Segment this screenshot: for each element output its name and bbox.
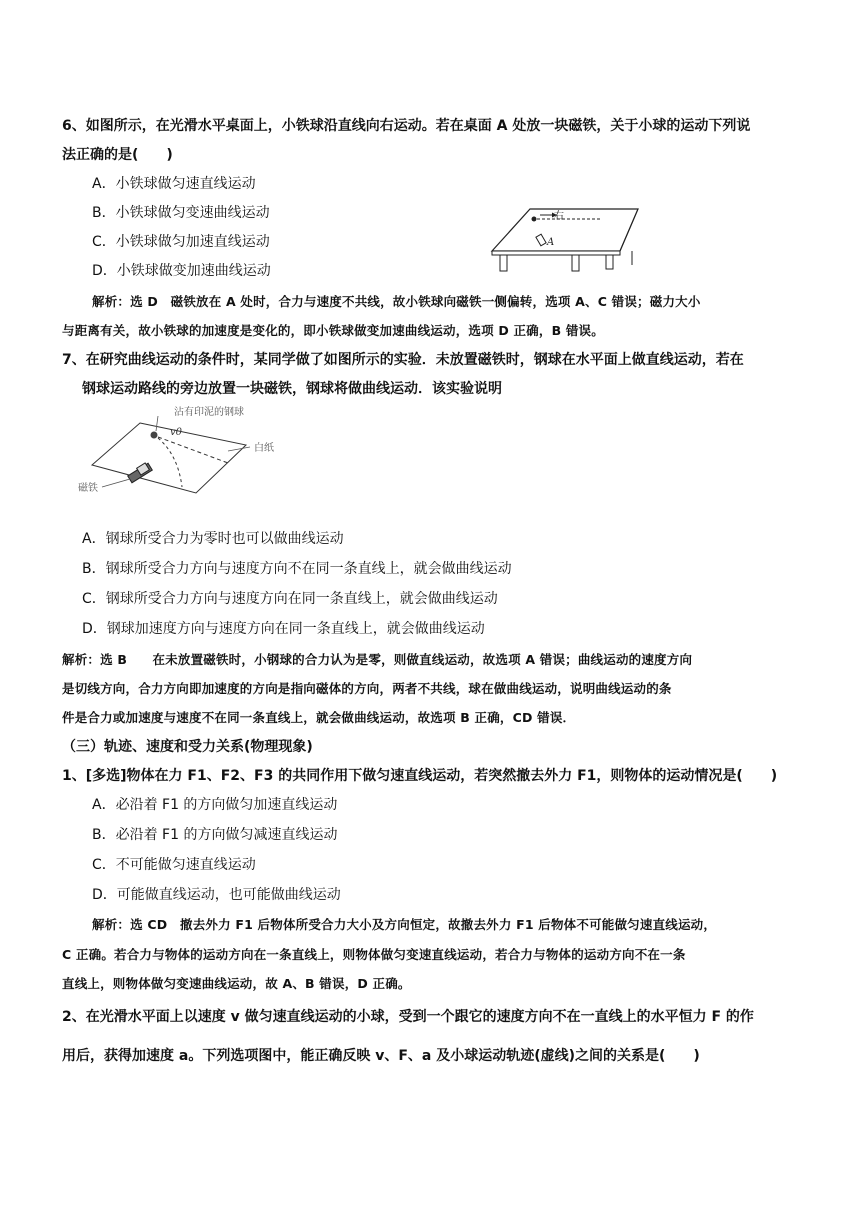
q6-option-c: C．小铁球做匀加速直线运动 (92, 234, 270, 250)
table-leg (500, 255, 507, 271)
point-a-label: A (547, 237, 555, 248)
q7-option-d: D．钢球加速度方向与速度方向在同一条直线上，就会做曲线运动 (82, 621, 485, 637)
p1-analysis-line2: C 正确。若合力与物体的运动方向在一条直线上，则物体做匀变速直线运动，若合力与物体的运动方向不在一条 (62, 947, 686, 962)
p2-stem-line2: 用后，获得加速度 a。下列选项图中，能正确反映 v、F、a 及小球运动轨迹(虚线)之间的关系是( ) (62, 1048, 700, 1064)
p1-option-c: C．不可能做匀速直线运动 (92, 857, 256, 873)
q7-option-a: A．钢球所受合力为零时也可以做曲线运动 (82, 531, 344, 547)
table-leg (572, 255, 579, 271)
q7-option-b: B．钢球所受合力方向与速度方向不在同一条直线上，就会做曲线运动 (82, 561, 512, 577)
q7-stem-line1: 7、在研究曲线运动的条件时，某同学做了如图所示的实验．未放置磁铁时，钢球在水平面上做直线运动，若在 (62, 352, 744, 368)
q6-analysis-line1: 解析：选 D 磁铁放在 A 处时，合力与速度不共线，故小铁球向磁铁一侧偏转，选项 A、C 错误；磁力大小 (92, 294, 701, 309)
q7-stem-line2: 钢球运动路线的旁边放置一块磁铁，钢球将做曲线运动．该实验说明 (82, 381, 502, 397)
q7-analysis-line3: 件是合力或加速度与速度不在同一条直线上，就会做曲线运动，故选项 B 正确，CD 错误． (62, 710, 576, 725)
q6-analysis-line2: 与距离有关，故小铁球的加速度是变化的，即小铁球做变加速曲线运动，选项 D 正确，B 错误。 (62, 323, 604, 338)
p2-stem-line1: 2、在光滑水平面上以速度 v 做匀速直线运动的小球，受到一个跟它的速度方向不在一直线上的水平恒力 F 的作 (62, 1009, 754, 1025)
paper-sheet (92, 423, 246, 493)
paper-label: 白纸 (254, 443, 274, 454)
table-leg (606, 255, 613, 269)
p1-analysis-line1: 解析：选 CD 撤去外力 F1 后物体所受合力大小及方向恒定，故撤去外力 F1 后物体不可能做匀速直线运动， (92, 917, 717, 932)
section-title: （三）轨迹、速度和受力关系(物理现象) (62, 739, 313, 755)
direction-label: 右 (554, 211, 564, 222)
q7-analysis-line2: 是切线方向，合力方向即加速度的方向是指向磁体的方向，两者不共线，球在做曲线运动，说明曲线运动的条 (62, 681, 672, 696)
p1-option-d: D．可能做直线运动，也可能做曲线运动 (92, 887, 341, 903)
ball-label: 沾有印泥的钢球 (174, 407, 244, 418)
velocity-label: v0 (170, 427, 183, 438)
q6-option-b: B．小铁球做匀变速曲线运动 (92, 205, 270, 221)
q6-stem-line2: 法正确的是( ) (62, 147, 173, 163)
q6-table-figure (490, 205, 640, 275)
q6-stem-line1: 6、如图所示，在光滑水平桌面上，小铁球沿直线向右运动。若在桌面 A 处放一块磁铁，关于小球的运动下列说 (62, 118, 751, 134)
p1-stem: 1、[多选]物体在力 F1、F2、F3 的共同作用下做匀速直线运动，若突然撤去外力 F1，则物体的运动情况是( ) (62, 768, 778, 784)
table-top (492, 209, 638, 251)
q7-experiment-figure (78, 405, 278, 497)
q6-option-a: A．小铁球做匀速直线运动 (92, 176, 256, 192)
p1-analysis-line3: 直线上，则物体做匀变速曲线运动，故 A、B 错误，D 正确。 (62, 976, 411, 991)
p1-option-a: A．必沿着 F1 的方向做匀加速直线运动 (92, 797, 338, 813)
steel-ball (151, 432, 158, 439)
table-edge (492, 251, 620, 255)
magnet-label: 磁铁 (78, 483, 98, 494)
q7-option-c: C．钢球所受合力方向与速度方向在同一条直线上，就会做曲线运动 (82, 591, 498, 607)
iron-ball (532, 217, 537, 222)
p1-option-b: B．必沿着 F1 的方向做匀减速直线运动 (92, 827, 338, 843)
q6-option-d: D．小铁球做变加速曲线运动 (92, 263, 271, 279)
q7-analysis-line1: 解析：选 B 在未放置磁铁时，小钢球的合力认为是零，则做直线运动，故选项 A 错误；曲线运动的速度方向 (62, 652, 693, 667)
